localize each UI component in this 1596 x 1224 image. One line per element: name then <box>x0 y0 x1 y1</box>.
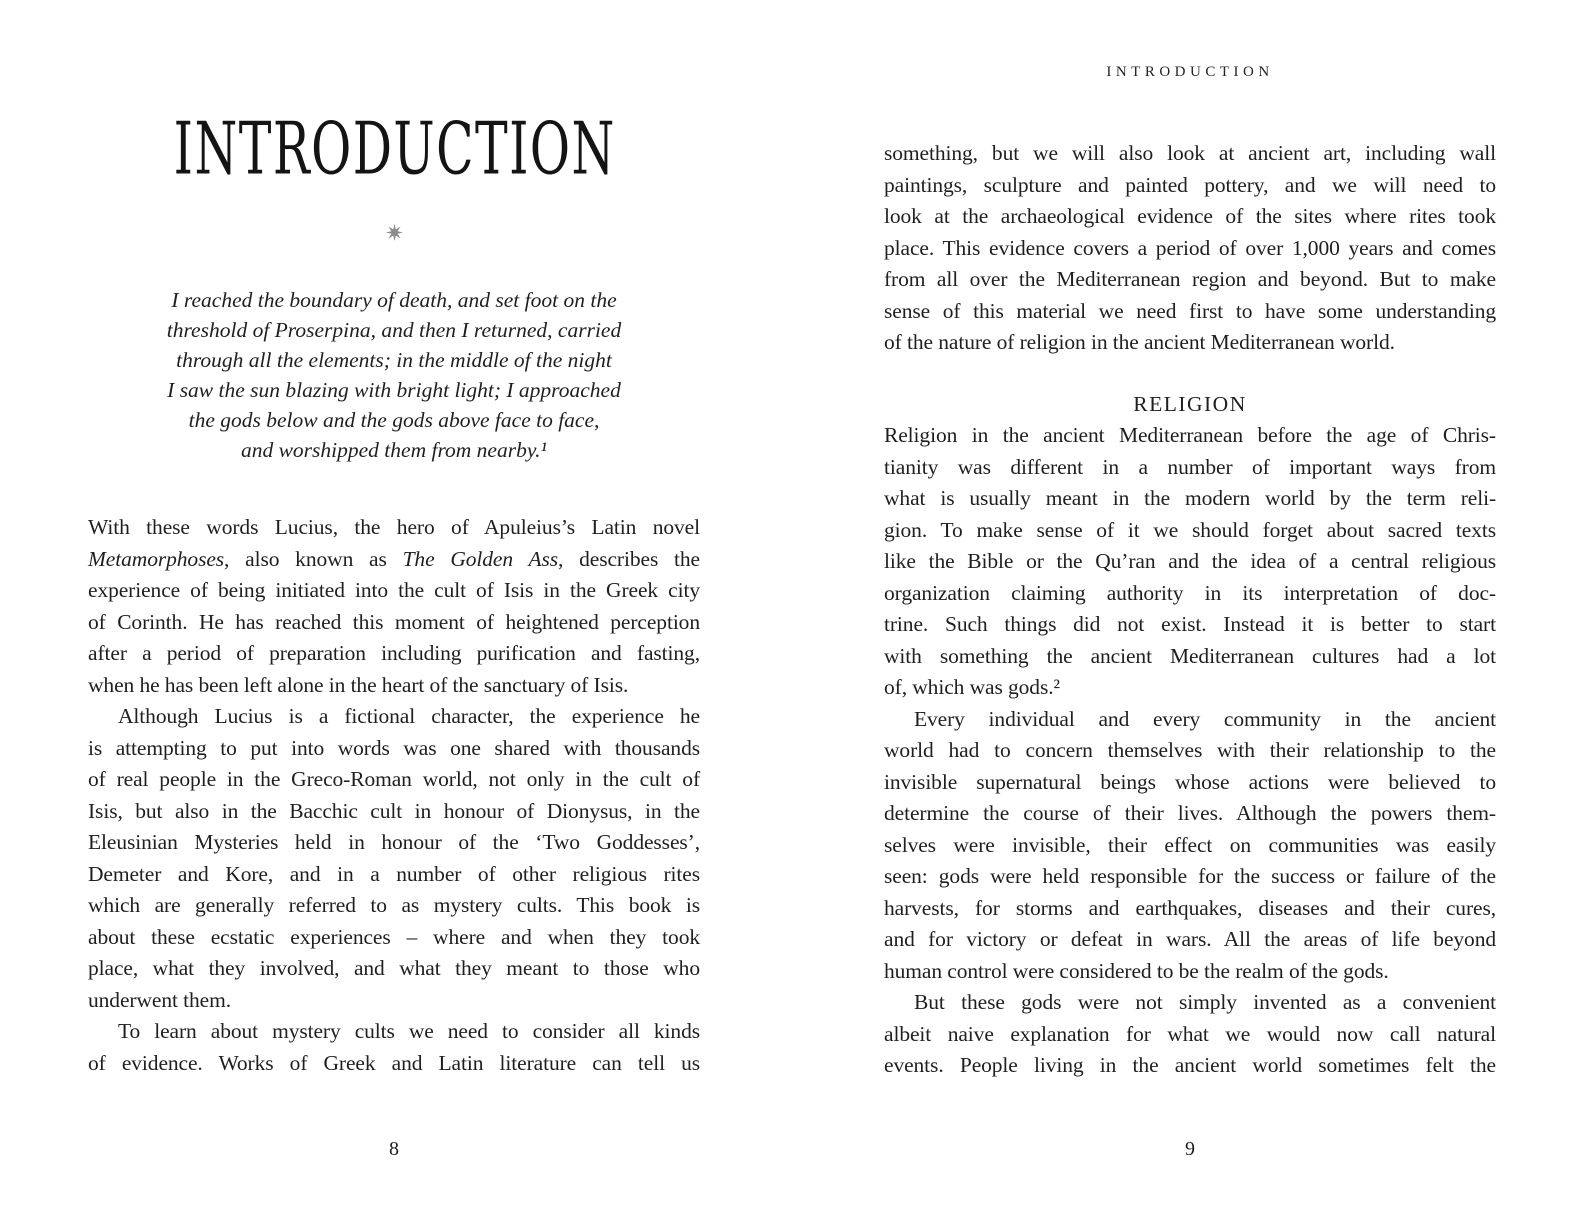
left-page <box>88 0 700 1224</box>
text-line: of Corinth. He has reached this moment of heightened perception <box>88 609 700 634</box>
text-line: something, but we will also look at ancient art, including wall <box>884 141 1496 165</box>
chapter-title: INTRODUCTION <box>173 107 616 192</box>
page-number-right: 9 <box>1185 1138 1195 1160</box>
paragraph <box>88 1016 700 1079</box>
text-line: from all over the Mediterranean region and beyond. But to make <box>884 267 1496 291</box>
text-line: organization claiming authority in its interpretation of doc- <box>884 580 1496 605</box>
text-line: determine the course of their lives. Although the powers them- <box>884 801 1496 825</box>
text-line: after a period of preparation including purification and fasting, <box>88 641 700 665</box>
text-line: Although Lucius is a fictional character, the experience he <box>118 704 700 728</box>
italic-text: Metamorphoses <box>88 546 225 571</box>
italic-text: The Golden Ass <box>402 546 559 571</box>
text-line: human control were considered to be the realm of the gods. <box>884 958 1389 983</box>
text-line: which are generally referred to as mystery cults. This book is <box>88 893 700 917</box>
text-line: selves were invisible, their effect on communities was easily <box>884 832 1496 857</box>
text-line: the gods below and the gods above face to face, <box>188 408 600 432</box>
text-line: of evidence. Works of Greek and Latin literature can tell us <box>88 1050 700 1075</box>
text-line: I reached the boundary of death, and set foot on the <box>171 288 617 312</box>
text-line: albeit naive explanation for what we would now call natural <box>884 1021 1496 1046</box>
running-header: INTRODUCTION <box>1106 64 1274 80</box>
text-line: paintings, sculpture and painted pottery, and we will need to <box>884 172 1496 197</box>
text-line: like the Bible or the Qu’ran and the idea of a central religious <box>884 549 1496 573</box>
text-line: seen: gods were held responsible for the success or failure of the <box>884 864 1496 888</box>
text-segment: , also known as <box>224 546 403 571</box>
paragraph <box>884 987 1496 1082</box>
text-line: I saw the sun blazing with bright light; I approached <box>167 378 621 402</box>
text-line: and for victory or defeat in wars. All the areas of life beyond <box>884 927 1496 951</box>
text-line: of real people in the Greco-Roman world, not only in the cult of <box>88 767 700 791</box>
left-page-body <box>88 512 700 1079</box>
section-heading: RELIGION <box>1133 391 1247 416</box>
text-line: what is usually meant in the modern world by the term reli- <box>884 486 1496 510</box>
text-line: harvests, for storms and earthquakes, diseases and their cures, <box>884 895 1496 920</box>
text-line: invisible supernatural beings whose actions were believed to <box>884 769 1496 794</box>
text-line: place. This evidence covers a period of over 1,000 years and comes <box>884 235 1496 260</box>
text-line: of the nature of religion in the ancient Mediterranean world. <box>884 330 1395 354</box>
text-line: Religion in the ancient Mediterranean before the age of Chris- <box>884 423 1496 447</box>
asterisk-ornament-icon <box>88 224 700 244</box>
text-line: when he has been left alone in the heart of the sanctuary of Isis. <box>88 672 629 697</box>
text-line: Eleusinian Mysteries held in honour of the ‘Two Goddesses’, <box>88 830 700 854</box>
right-page <box>884 0 1496 1224</box>
text-line: with something the ancient Mediterranean cultures had a lot <box>884 643 1496 668</box>
text-line: underwent them. <box>88 987 231 1012</box>
text-line: events. People living in the ancient world sometimes felt the <box>884 1053 1496 1077</box>
text-line: about these ecstatic experiences – where and when they took <box>88 924 700 949</box>
right-body-bottom <box>884 420 1496 1082</box>
text-line: sense of this material we need first to have some understanding <box>884 298 1496 323</box>
text-line: Isis, but also in the Bacchic cult in honour of Dionysus, in the <box>88 798 700 823</box>
right-page-body <box>884 138 1496 1082</box>
text-line: threshold of Proserpina, and then I returned, carried <box>166 318 622 342</box>
text-line: gion. To make sense of it we should forget about sacred texts <box>884 517 1496 542</box>
text-line: But these gods were not simply invented as a convenient <box>914 990 1496 1014</box>
paragraph <box>884 138 1496 359</box>
epigraph <box>88 285 700 465</box>
text-line <box>88 544 700 576</box>
text-line: With these words Lucius, the hero of Apuleius’s Latin novel <box>88 515 700 539</box>
paragraph <box>884 420 1496 704</box>
text-line: world had to concern themselves with their relationship to the <box>884 738 1496 762</box>
text-line: is attempting to put into words was one shared with thousands <box>88 735 700 760</box>
paragraph <box>884 704 1496 988</box>
text-line: Demeter and Kore, and in a number of other religious rites <box>88 861 700 886</box>
right-body-top <box>884 138 1496 359</box>
text-line: To learn about mystery cults we need to consider all kinds <box>118 1019 700 1043</box>
text-line: tianity was different in a number of important ways from <box>884 454 1496 479</box>
text-line: place, what they involved, and what they meant to those who <box>88 956 700 980</box>
text-segment: , describes the <box>558 546 700 571</box>
text-line: through all the elements; in the middle of the night <box>176 348 612 372</box>
page-number-left: 8 <box>389 1138 399 1160</box>
text-line: and worshipped them from nearby.¹ <box>240 438 548 462</box>
text-line: trine. Such things did not exist. Instead it is better to start <box>884 612 1496 636</box>
text-line: of, which was gods.² <box>884 675 1060 699</box>
text-line: Every individual and every community in the ancient <box>914 706 1496 731</box>
text-line: look at the archaeological evidence of the sites where rites took <box>884 204 1496 228</box>
paragraph <box>88 701 700 1016</box>
paragraph <box>88 512 700 701</box>
text-line: experience of being initiated into the cult of Isis in the Greek city <box>88 578 700 602</box>
